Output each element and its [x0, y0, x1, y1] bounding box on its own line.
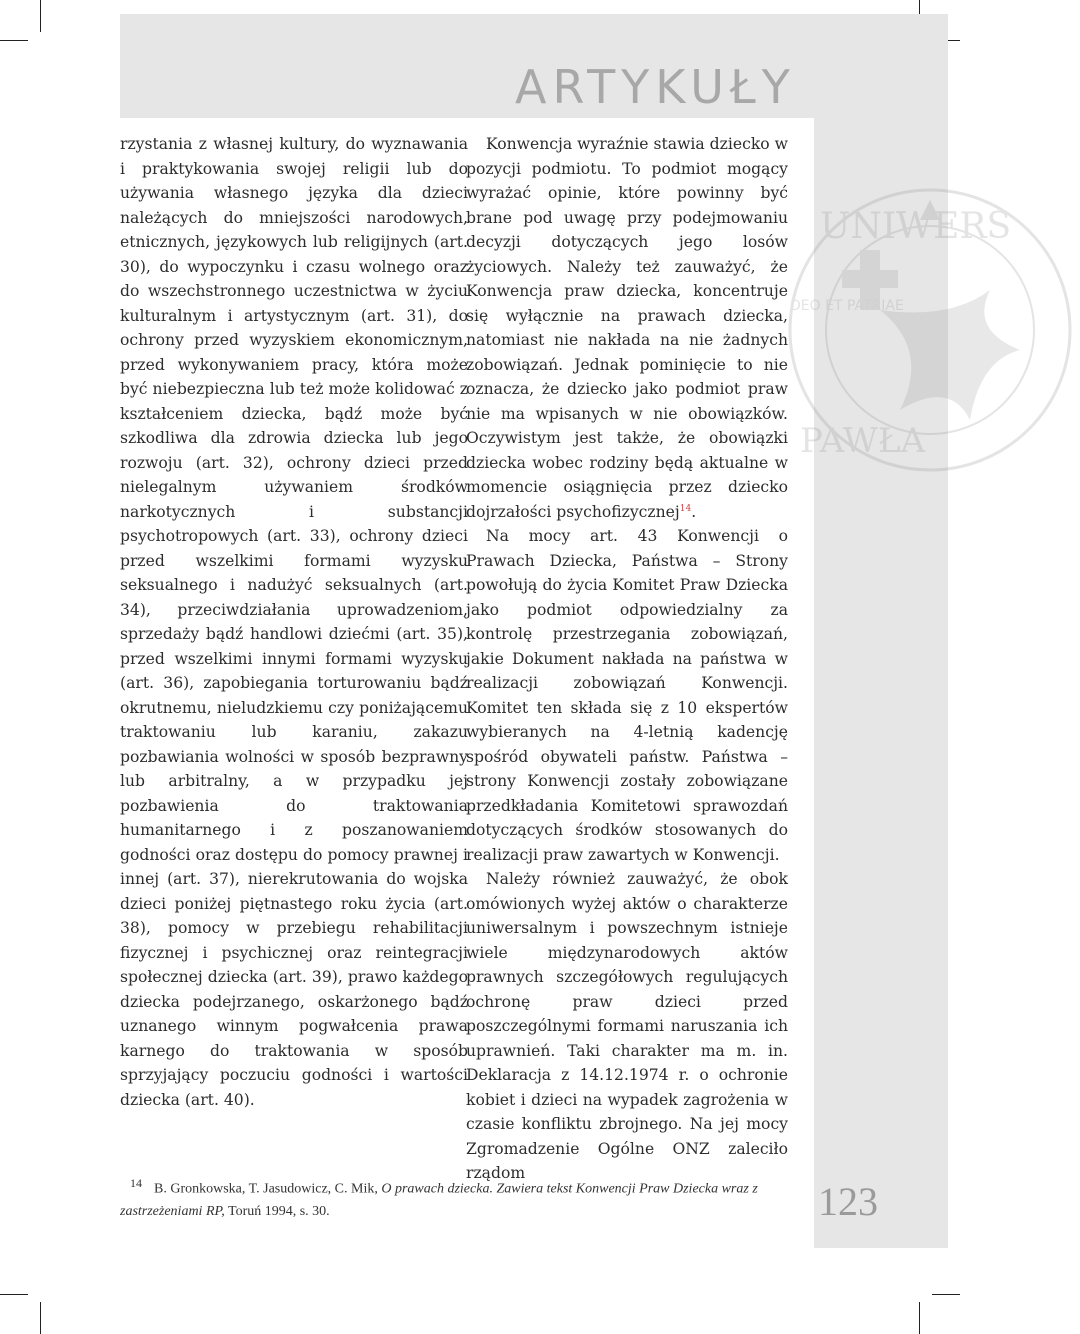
paragraph [466, 132, 788, 524]
page-number: 123 [818, 1179, 878, 1224]
crop-mark [40, 1302, 41, 1334]
right-text-column [466, 132, 788, 1186]
seal-text-top: UNIWERS [820, 206, 1012, 247]
footnote-reference[interactable]: 14 [679, 503, 692, 514]
footnote [120, 1172, 796, 1223]
paragraph: Na mocy art. 43 Konwencji o Prawach Dziecka, Państwa – Strony powołują do życia Komitet Praw Dziecka jako podmiot odpowiedzialny za kontrolę przestrzegania zobowiązań, jakie Dokument nakłada na państwa w realizacji zobowiązań Konwencji. Komitet ten składa się z 10 ekspertów wybieranych na 4-letnią kadencję spośród obywateli państw. Państwa – strony Konwencji zostały zobowiązane przedkładania Komitetowi sprawozdań dotyczących środków stosowanych do realizacji praw zawartych w Konwencji. [466, 527, 788, 864]
footnote-title: O prawach dziecka. Zawiera tekst Konwencji Praw Dziecka wraz z zastrzeżeniami RP, [120, 1181, 758, 1219]
paragraph: rzystania z własnej kultury, do wyznawania i praktykowania swojej religii lub do używania własnego języka dla dzieci należących do mniejszości narodowych, etnicznych, językowych lub religijnych (art. 30), do wypoczynku i czasu wolnego oraz do wszechstronnego uczestnictwa w życiu kulturalnym i artystycznym (art. 31), do ochrony przed wyzyskiem ekonomicznym, przed wykonywaniem pracy, która może być niebezpieczna lub też może kolidować z kształceniem dziecka, bądź może być szkodliwa dla zdrowia dziecka lub jego rozwoju (art. 32), ochrony dzieci przed nielegalnym używaniem środków narkotycznych i substancji psychotropowych (art. 33), ochrony dzieci przed wszelkimi formami wyzysku seksualnego i nadużyć seksualnych (art. 34), przeciwdziałania uprowadzeniom, sprzedaży bądź handlowi dziećmi (art. 35), przed wszelkimi innymi formami wyzysku (art. 36), zapobiegania torturowaniu bądź okrutnemu, nieludzkiemu czy poniżającemu traktowaniu lub karaniu, zakazu pozbawiania wolności w sposób bezprawny lub arbitralny, a w przypadku jej pozbawienia do traktowania humanitarnego i z poszanowaniem godności oraz dostępu do pomocy prawnej i innej (art. 37), nierekrutowania do wojska dzieci poniżej piętnastego roku życia (art. 38), pomocy w przebiegu rehabilitacji fizycznej i psychicznej oraz reintegracji społecznej dziecka (art. 39), prawo każdego dziecka podejrzanego, oskarżonego bądź uznanego winnym pogwałcenia prawa karnego do traktowania w sposób sprzyjający poczuciu godności i wartości dziecka (art. 40). [120, 135, 468, 1109]
footnote-authors: B. Gronkowska, T. Jasudowicz, C. Mik, [154, 1181, 382, 1197]
seal-text-bottom: PAWŁA [800, 421, 926, 461]
section-title: ARTYKUŁY [515, 60, 796, 114]
crop-mark [932, 1294, 960, 1295]
paragraph: Należy również zauważyć, że obok omówionych wyżej aktów o charakterze uniwersalnym i powszechnym istnieje wiele międzynarodowych aktów prawnych szczegółowych regulujących ochronę praw dzieci przed poszczególnymi formami naruszania ich uprawnień. Taki charakter ma m. in. Deklaracja z 14.12.1974 r. o ochronie kobiet i dzieci na wypadek zagrożenia w czasie konfliktu zbrojnego. Na jej mocy Zgromadzenie Ogólne ONZ zaleciło rządom [466, 870, 788, 1182]
seal-motto: DEO ET PATRIAE [790, 298, 904, 314]
left-text-column [120, 132, 468, 1112]
paragraph-end: . [691, 502, 697, 521]
crop-mark [919, 1302, 920, 1334]
university-seal-watermark [780, 180, 1080, 480]
crop-mark [0, 40, 28, 41]
footnote-rest: Toruń 1994, s. 30. [224, 1203, 330, 1219]
footnote-number: 14 [130, 1176, 142, 1190]
paragraph-text: Konwencja wyraźnie stawia dziecko w pozycji podmiotu. To podmiot mogący wyrażać opinie, które powinny być brane pod uwagę przy podejmowaniu decyzji dotyczących jego losów życiowych. Należy też zauważyć, że Konwencja praw dziecka, koncentruje się wyłącznie na prawach dziecka, natomiast nie nakłada na nie żadnych zobowiązań. Jednak pominięcie to nie oznacza, że dziecko jako podmiot praw nie ma wpisanych w nie obowiązków. Oczywistym jest także, że obowiązki dziecka wobec rodziny będą aktualne w momencie osiągnięcia przez dziecko dojrzałości psychofizycznej [466, 135, 788, 521]
crop-mark [40, 0, 41, 32]
crop-mark [0, 1294, 28, 1295]
